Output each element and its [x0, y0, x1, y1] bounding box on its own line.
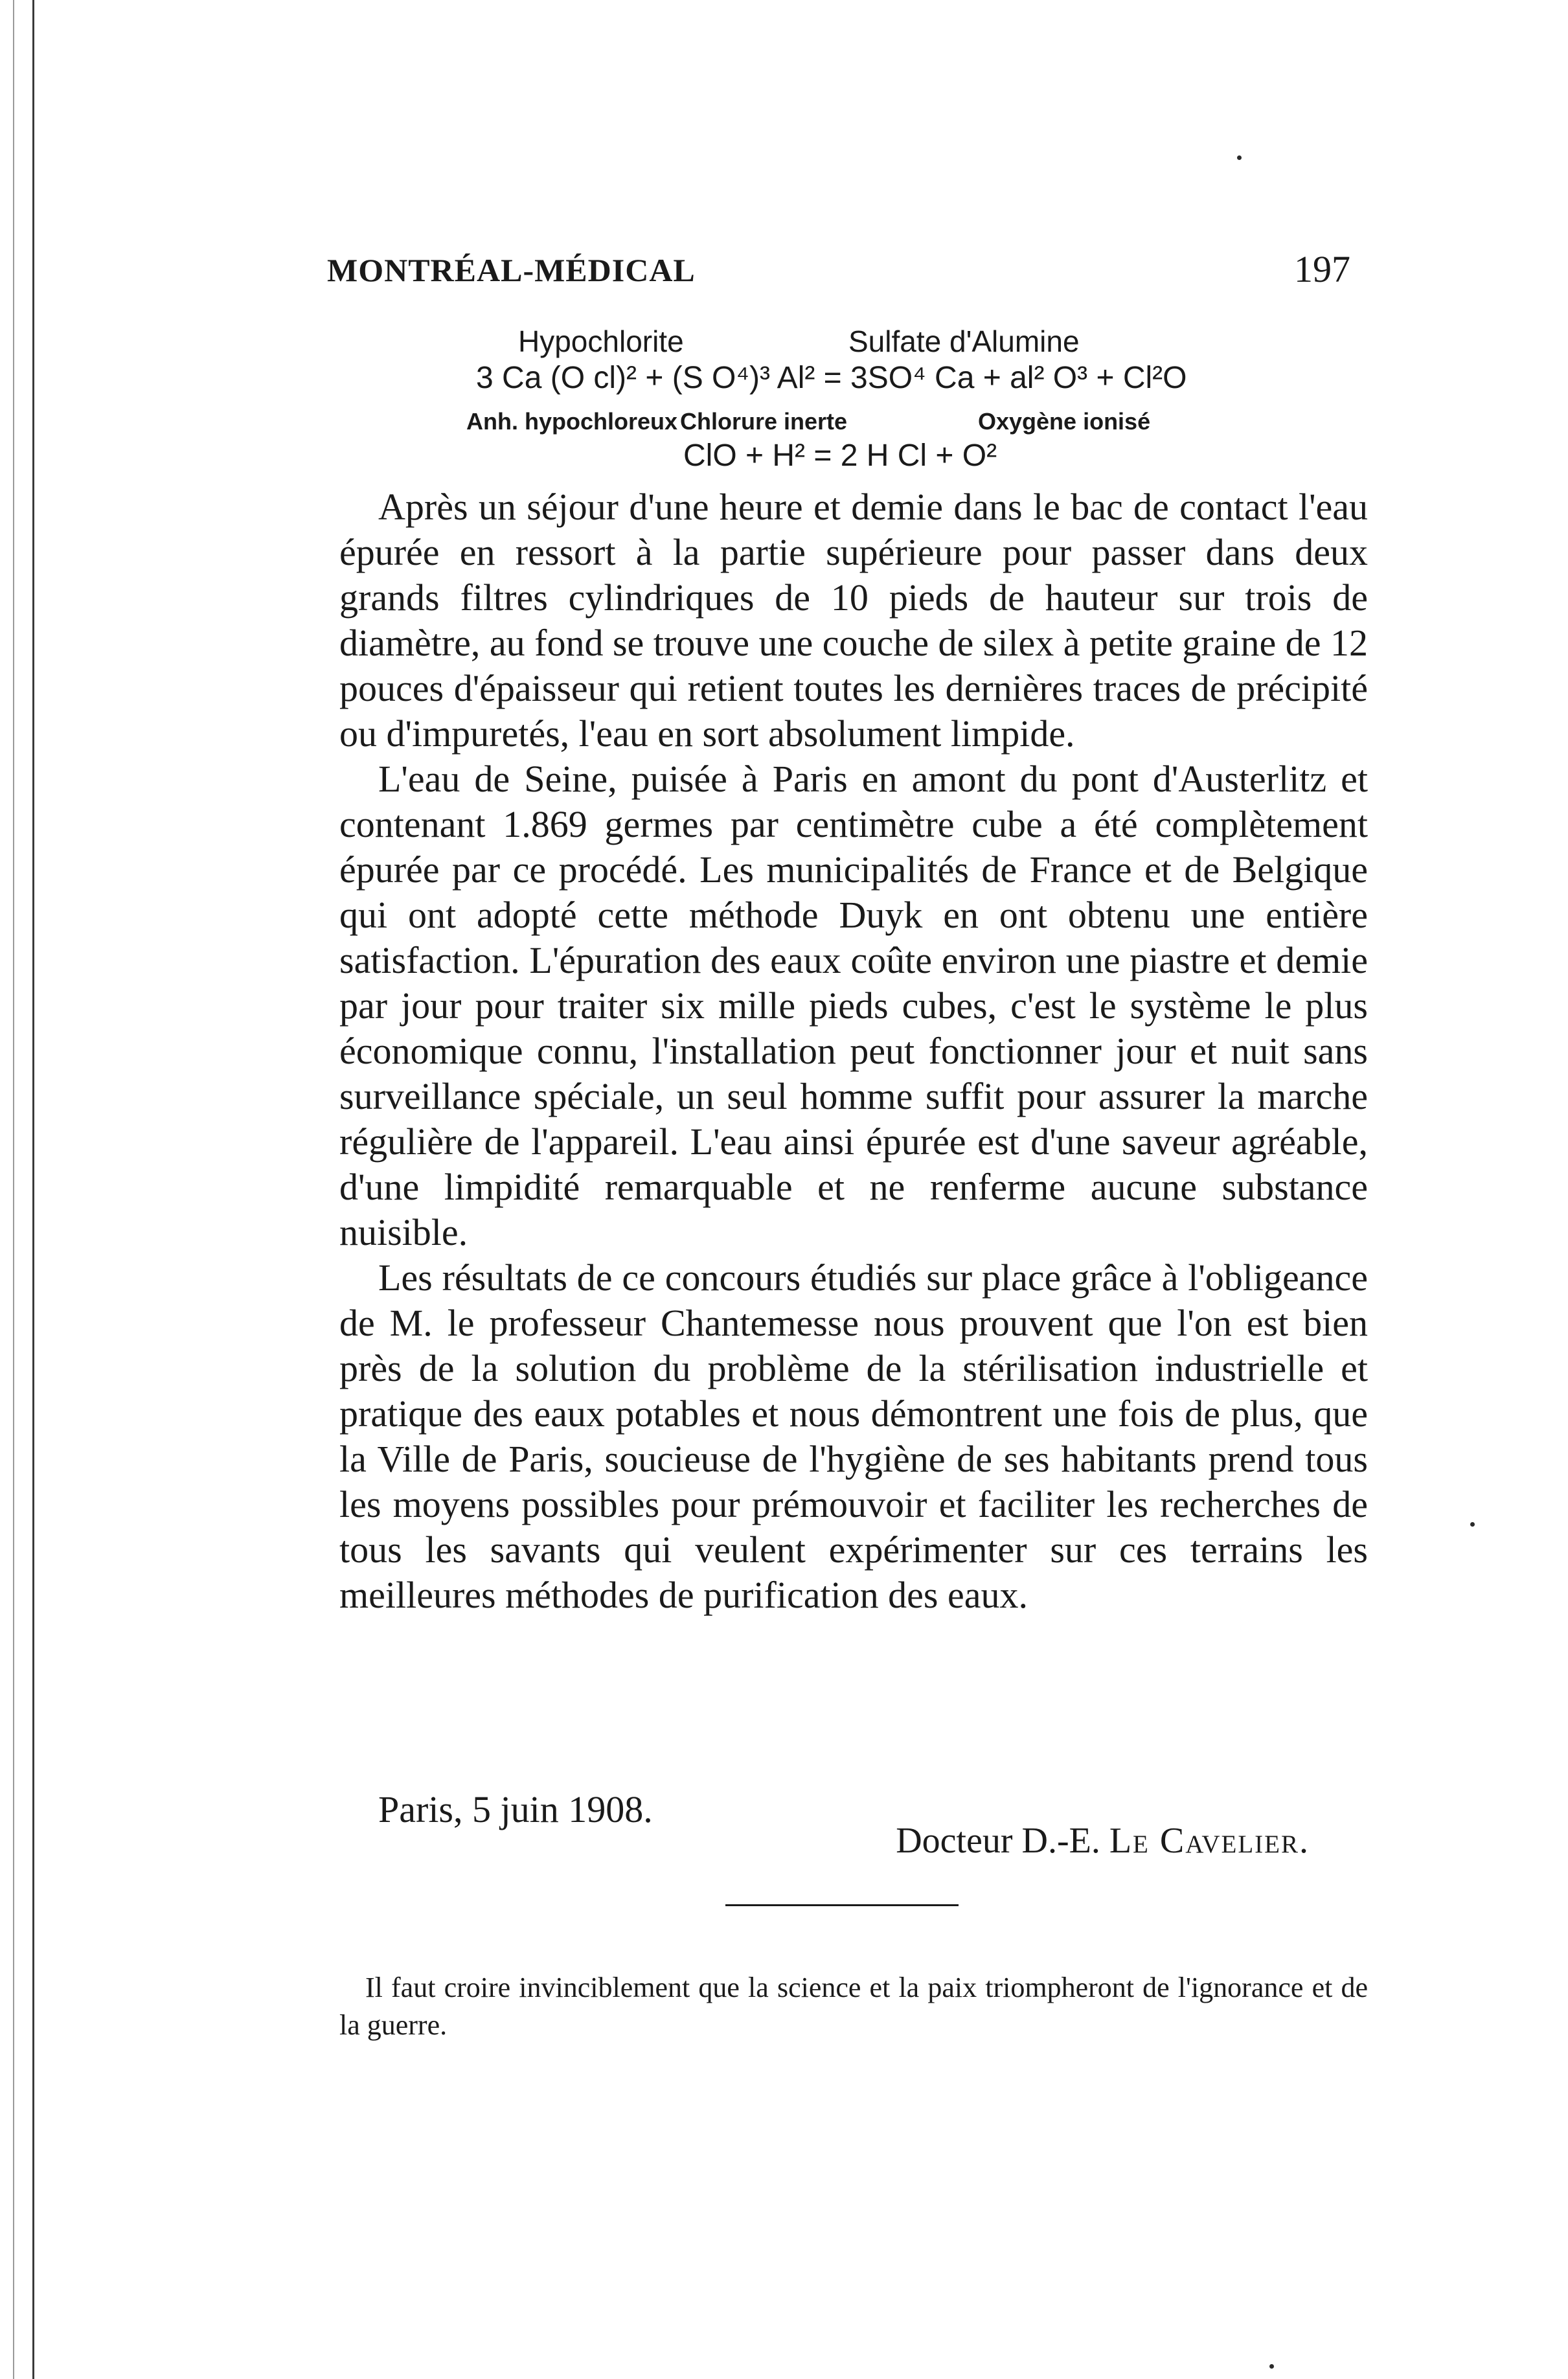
signature-block [339, 1781, 1368, 1878]
scan-speck [1269, 2364, 1274, 2369]
paragraph: Après un séjour d'une heure et demie dans le bac de contact l'eau épurée en ressort à la partie supérieure pour passer dans deux grands filtres cylindriques de 10 pieds de hauteur sur trois de diamètre, au fond se trouve une couche de silex à petite graine de 12 pouces d'épaisseur qui retient toutes les dernières traces de précipité ou d'impuretés, l'eau en sort absolument limpide. [339, 486, 1368, 755]
paragraph: Les résultats de ce concours étudiés sur place grâce à l'obligeance de M. le professeur Chantemesse nous prouvent que l'on est bien près de la solution du problème de la stérilisation industrielle et pratique des eaux potables et nous démontrent une fois de plus, que la Ville de Paris, soucieuse de l'hygiène de ses habitants prend tous les moyens possibles pour prémouvoir et faciliter les recherches de tous les savants qui veulent expérimenter sur ces terrains les meilleures méthodes de purification des eaux. [339, 1257, 1368, 1616]
author-name: Le Cavelier. [1109, 1821, 1310, 1861]
article-body [339, 484, 1368, 1618]
place-date: Paris, 5 juin 1908. [378, 1788, 653, 1830]
author-prefix: Docteur D.-E. [896, 1821, 1100, 1861]
paragraph: L'eau de Seine, puisée à Paris en amont du pont d'Austerlitz et contenant 1.869 germes par centimètre cube a été complètement épurée par ce procédé. Les municipalités de France et de Belgique qui ont adopté cette méthode Duyk en ont obtenu une entière satisfaction. L'épuration des eaux coûte environ une piastre et demie par jour pour traiter six mille pieds cubes, c'est le système le plus économique connu, l'installation peut fonctionner jour et nuit sans surveillance spéciale, un seul homme suffit pour assurer la marche régulière de l'appareil. L'eau ainsi épurée est d'une saveur agréable, d'une limpidité remarquable et ne renferme aucune substance nuisible. [339, 758, 1368, 1253]
running-head [327, 238, 1350, 290]
formula-label-chlorure: Chlorure inerte [680, 408, 848, 435]
scan-speck [1237, 155, 1242, 160]
formula-label-hypochlorite: Hypochlorite [518, 324, 684, 358]
author-signature [896, 1820, 1310, 1861]
page-number: 197 [1294, 248, 1350, 290]
separator-rule [725, 1904, 959, 1906]
scan-edge-line [13, 0, 14, 2379]
closing-quote: Il faut croire invinciblement que la science et la paix triompheront de l'ignorance et de la guerre. [339, 1972, 1368, 2041]
formula-label-sulfate: Sulfate d'Alumine [848, 324, 1080, 358]
formula-label-oxygene: Oxygène ionisé [978, 408, 1151, 435]
scan-speck [1470, 1522, 1475, 1527]
formula-equation-1: 3 Ca (O cl)² + (S O⁴)³ Al² = 3SO⁴ Ca + al² O³ + Cl²O [476, 361, 1187, 395]
formula-equation-2: ClO + H² = 2 H Cl + O² [683, 438, 997, 473]
formula-label-anhydride: Anh. hypochloreux [466, 408, 678, 435]
running-title: MONTRÉAL-MÉDICAL [327, 252, 696, 288]
binding-edge-line [32, 0, 34, 2379]
